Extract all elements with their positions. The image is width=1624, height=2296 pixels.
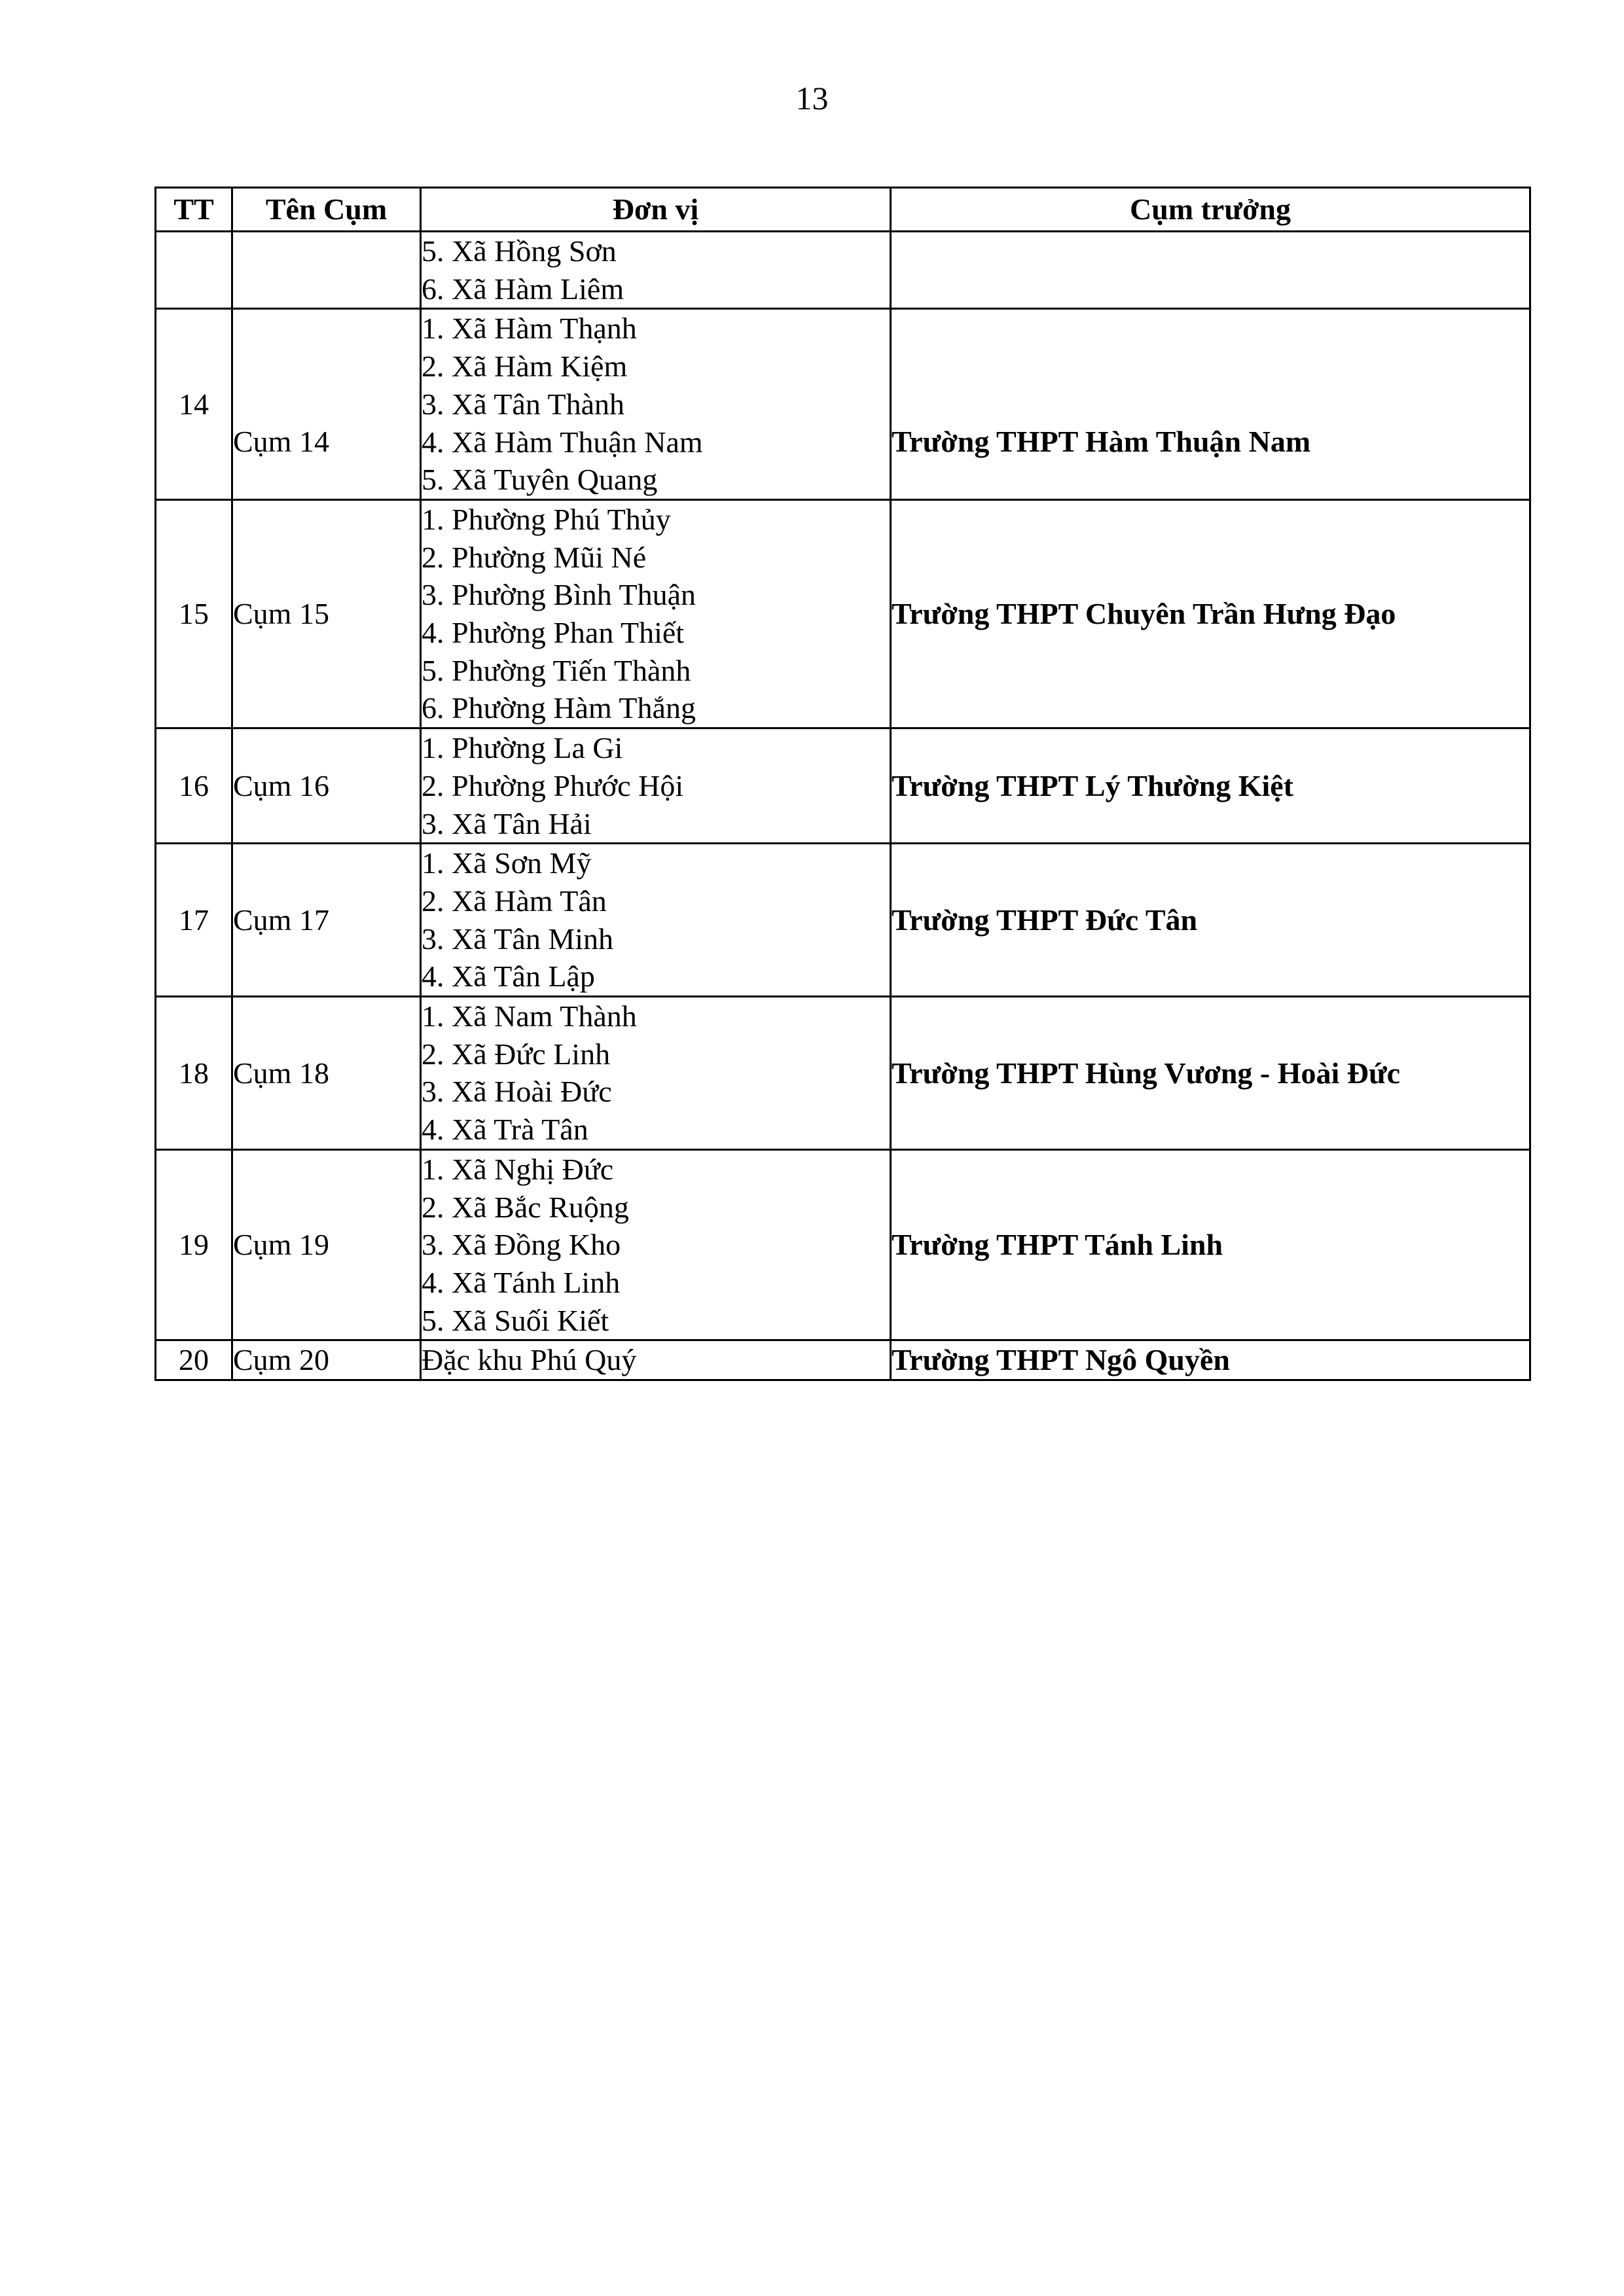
- row-cluster-lead: Trường THPT Đức Tân: [891, 844, 1530, 997]
- unit-item: 3. Xã Đồng Kho: [422, 1228, 621, 1262]
- unit-item: 1. Phường Phú Thủy: [422, 502, 671, 536]
- row-units: [421, 1340, 891, 1380]
- row-cluster-name: Cụm 20: [232, 1340, 421, 1380]
- row-cluster-name: [232, 232, 421, 309]
- row-cluster-lead: Trường THPT Lý Thường Kiệt: [891, 728, 1530, 844]
- unit-item: 3. Xã Tân Minh: [422, 922, 614, 956]
- table-row: [156, 1340, 1530, 1380]
- table-row: [156, 997, 1530, 1150]
- unit-item: 5. Phường Tiến Thành: [422, 653, 691, 687]
- unit-item: 3. Xã Tân Hải: [422, 806, 592, 840]
- row-cluster-name: Cụm 18: [232, 997, 421, 1150]
- unit-item: 6. Phường Hàm Thắng: [422, 691, 696, 725]
- unit-item: 5. Xã Tuyên Quang: [422, 463, 658, 497]
- unit-item: 2. Xã Bắc Ruộng: [422, 1190, 629, 1224]
- row-cluster-lead: [891, 232, 1530, 309]
- unit-item: 1. Xã Nam Thành: [422, 999, 637, 1033]
- unit-item: 4. Xã Hàm Thuận Nam: [422, 425, 703, 459]
- row-cluster-name: Cụm 15: [232, 499, 421, 728]
- cluster-table: [154, 187, 1531, 1381]
- row-cluster-lead: Trường THPT Hùng Vương - Hoài Đức: [891, 997, 1530, 1150]
- row-cluster-lead: Trường THPT Tánh Linh: [891, 1149, 1530, 1340]
- row-cluster-lead: Trường THPT Ngô Quyền: [891, 1340, 1530, 1380]
- table-row: [156, 309, 1530, 500]
- table-row: [156, 844, 1530, 997]
- page-number: 13: [795, 80, 829, 117]
- table-header-row: [156, 188, 1530, 232]
- header-units: Đơn vị: [421, 188, 891, 232]
- unit-item: 2. Phường Mũi Né: [422, 540, 647, 574]
- unit-item: 1. Xã Nghị Đức: [422, 1152, 614, 1186]
- row-tt: 16: [156, 728, 232, 844]
- unit-item: 5. Xã Hồng Sơn: [422, 234, 617, 268]
- row-units: [421, 232, 891, 309]
- row-cluster-name: Cụm 14: [232, 309, 421, 500]
- unit-item: 4. Xã Tánh Linh: [422, 1265, 621, 1299]
- unit-item: 3. Xã Hoài Đức: [422, 1075, 612, 1109]
- row-tt: 14: [156, 309, 232, 500]
- row-cluster-lead: Trường THPT Hàm Thuận Nam: [891, 309, 1530, 500]
- row-tt: 17: [156, 844, 232, 997]
- unit-item: 1. Xã Sơn Mỹ: [422, 846, 592, 880]
- row-cluster-name: Cụm 16: [232, 728, 421, 844]
- table-row: [156, 232, 1530, 309]
- header-tt: TT: [156, 188, 232, 232]
- row-cluster-lead: Trường THPT Chuyên Trần Hưng Đạo: [891, 499, 1530, 728]
- unit-item: 2. Phường Phước Hội: [422, 768, 684, 802]
- header-cluster-lead: Cụm trưởng: [891, 188, 1530, 232]
- row-units: [421, 309, 891, 500]
- unit-item: 5. Xã Suối Kiết: [422, 1303, 609, 1337]
- table-row: [156, 499, 1530, 728]
- unit-item: 2. Xã Đức Linh: [422, 1037, 611, 1071]
- unit-item: 2. Xã Hàm Kiệm: [422, 350, 628, 384]
- unit-item: 4. Phường Phan Thiết: [422, 616, 685, 650]
- row-units: [421, 1149, 891, 1340]
- row-tt: 19: [156, 1149, 232, 1340]
- unit-item: 1. Xã Hàm Thạnh: [422, 312, 637, 346]
- unit-item: 3. Phường Bình Thuận: [422, 578, 696, 612]
- unit-item: 4. Xã Tân Lập: [422, 960, 595, 994]
- row-units: [421, 844, 891, 997]
- unit-item: 1. Phường La Gi: [422, 731, 623, 765]
- table-row: [156, 1149, 1530, 1340]
- row-tt: 18: [156, 997, 232, 1150]
- row-tt: 20: [156, 1340, 232, 1380]
- row-units: [421, 997, 891, 1150]
- unit-item: Đặc khu Phú Quý: [422, 1343, 637, 1377]
- row-cluster-name: Cụm 19: [232, 1149, 421, 1340]
- row-tt: [156, 232, 232, 309]
- row-units: [421, 728, 891, 844]
- unit-item: 3. Xã Tân Thành: [422, 387, 625, 421]
- row-units: [421, 499, 891, 728]
- header-cluster-name: Tên Cụm: [232, 188, 421, 232]
- unit-item: 2. Xã Hàm Tân: [422, 884, 607, 918]
- unit-item: 4. Xã Trà Tân: [422, 1113, 588, 1147]
- unit-item: 6. Xã Hàm Liêm: [422, 272, 624, 306]
- row-tt: 15: [156, 499, 232, 728]
- table-row: [156, 728, 1530, 844]
- row-cluster-name: Cụm 17: [232, 844, 421, 997]
